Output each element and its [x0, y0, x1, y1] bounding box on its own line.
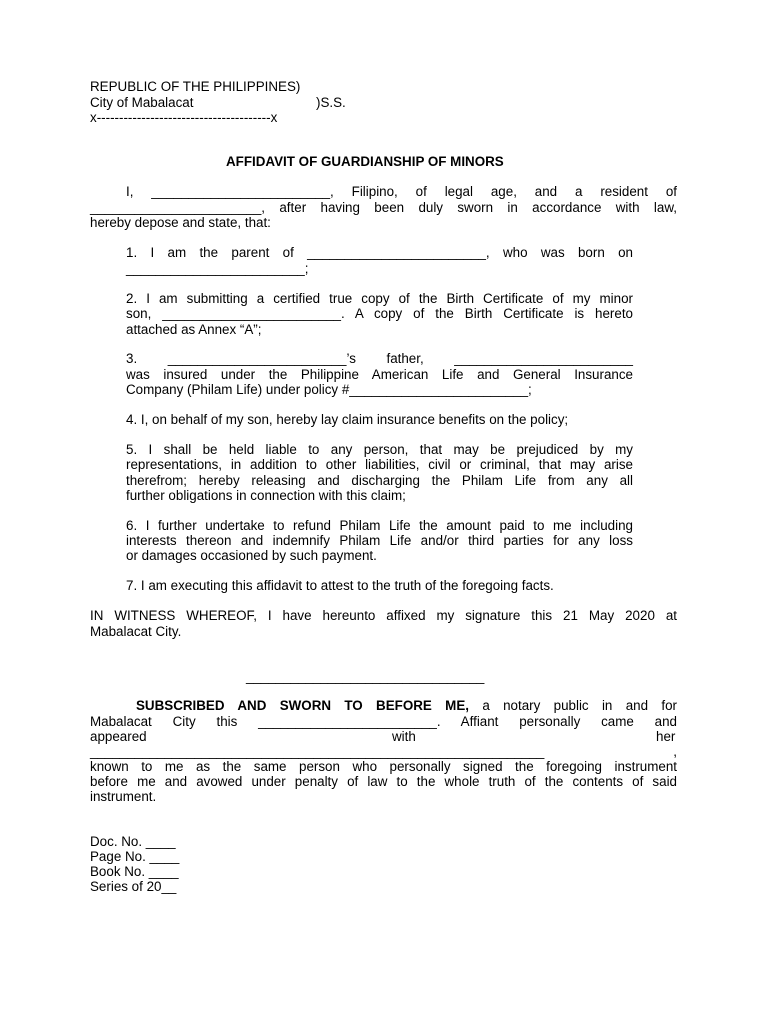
- jurat-line: Mabalacat City this ________________________. Affiant personally came and: [90, 714, 677, 729]
- series-number: Series of 20__: [90, 879, 177, 894]
- item-line: 1. I am the parent of ________________________, who was born on: [126, 245, 633, 260]
- book-number: Book No. ____: [90, 864, 179, 879]
- jurat-appeared: appeared: [90, 729, 147, 744]
- witness-line: Mabalacat City.: [90, 624, 182, 639]
- page-number: Page No. ____: [90, 849, 180, 864]
- item-line: 7. I am executing this affidavit to attest to the truth of the foregoing facts.: [126, 578, 554, 593]
- jurat-line-rest: a notary public in and for: [468, 698, 677, 713]
- item-line: 3. ________________________’s father, ________________________: [126, 351, 633, 366]
- item-line: son, ________________________. A copy of the Birth Certificate is hereto: [126, 306, 633, 321]
- item-line: ________________________;: [126, 261, 309, 276]
- item-line: Company (Philam Life) under policy #________________________;: [126, 382, 532, 397]
- intro-line: _______________________, after having been duly sworn in accordance with law,: [90, 200, 677, 215]
- jurat-line: before me and avowed under penalty of law to the whole truth of the contents of said: [90, 774, 677, 789]
- item-line: 2. I am submitting a certified true copy of the Birth Certificate of my minor: [126, 291, 633, 306]
- item-line: further obligations in connection with this claim;: [126, 488, 406, 503]
- item-line: attached as Annex “A”;: [126, 322, 262, 337]
- witness-line: IN WITNESS WHEREOF, I have hereunto affixed my signature this 21 May 2020 at: [90, 608, 677, 623]
- jurat-line: instrument.: [90, 789, 157, 804]
- doc-number: Doc. No. ____: [90, 834, 176, 849]
- item-line: 4. I, on behalf of my son, hereby lay claim insurance benefits on the policy;: [126, 412, 569, 427]
- signature-line: ________________________________: [246, 669, 485, 684]
- item-line: 5. I shall be held liable to any person, that may be prejudiced by my: [126, 442, 633, 457]
- intro-line: hereby depose and state, that:: [90, 215, 271, 230]
- ss-marker: )S.S.: [316, 95, 346, 110]
- item-line: therefrom; hereby releasing and discharging the Philam Life from any all: [126, 473, 633, 488]
- jurat-line: [136, 698, 677, 713]
- intro-line: I, ________________________, Filipino, of legal age, and a resident of: [126, 184, 677, 199]
- item-line: representations, in addition to other liabilities, civil or criminal, that may arise: [126, 457, 633, 472]
- jurat-line: _____________________________________________________________ ,: [90, 744, 677, 759]
- jurat-line: known to me as the same person who personally signed the foregoing instrument: [90, 759, 677, 774]
- republic-line: REPUBLIC OF THE PHILIPPINES): [90, 79, 301, 94]
- city-line: City of Mabalacat: [90, 95, 194, 110]
- jurat-bold-lead: SUBSCRIBED AND SWORN TO BEFORE ME,: [136, 698, 469, 713]
- item-line: interests thereon and indemnify Philam Life and/or third parties for any loss: [126, 533, 633, 548]
- item-line: or damages occasioned by such payment.: [126, 548, 377, 563]
- item-line: 6. I further undertake to refund Philam Life the amount paid to me including: [126, 518, 633, 533]
- jurat-with: with: [392, 729, 416, 744]
- document-title: AFFIDAVIT OF GUARDIANSHIP OF MINORS: [226, 154, 504, 169]
- item-line: was insured under the Philippine American Life and General Insurance: [126, 367, 633, 382]
- header-divider: x---------------------------------------x: [90, 110, 278, 125]
- jurat-her: her: [656, 729, 676, 744]
